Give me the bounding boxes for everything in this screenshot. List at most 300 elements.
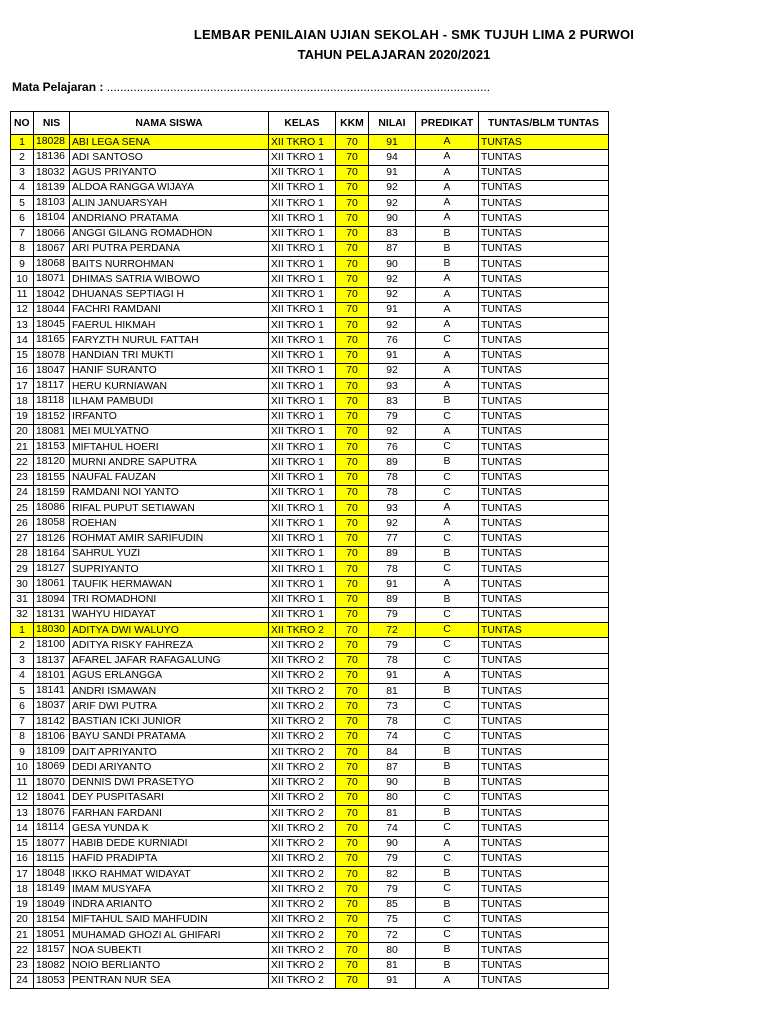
cell-kelas: XII TKRO 1 [269,531,336,546]
cell-kelas: XII TKRO 2 [269,973,336,988]
cell-nis: 18115 [34,851,70,866]
cell-kelas: XII TKRO 1 [269,241,336,256]
cell-student-name: BAITS NURROHMAN [70,257,269,272]
cell-nis: 18142 [34,714,70,729]
cell-student-name: HABIB DEDE KURNIADI [70,836,269,851]
table-row [11,745,609,760]
cell-kkm: 70 [336,699,369,714]
cell-student-name: PENTRAN NUR SEA [70,973,269,988]
cell-kkm: 70 [336,272,369,287]
cell-no: 20 [11,912,34,927]
cell-student-name: ADITYA DWI WALUYO [70,623,269,638]
cell-predikat: A [416,501,479,516]
cell-student-name: BAYU SANDI PRATAMA [70,729,269,744]
cell-predikat: B [416,806,479,821]
cell-status: TUNTAS [479,348,609,363]
cell-no: 16 [11,363,34,378]
cell-student-name: ARIF DWI PUTRA [70,699,269,714]
table-row [11,394,609,409]
cell-predikat: C [416,333,479,348]
cell-predikat: C [416,912,479,927]
cell-kkm: 70 [336,958,369,973]
cell-predikat: B [416,897,479,912]
cell-nilai: 92 [369,272,416,287]
cell-nilai: 78 [369,714,416,729]
table-row [11,577,609,592]
cell-predikat: B [416,775,479,790]
cell-kkm: 70 [336,180,369,195]
table-row [11,409,609,424]
cell-kelas: XII TKRO 2 [269,714,336,729]
table-row [11,257,609,272]
cell-status: TUNTAS [479,928,609,943]
cell-predikat: C [416,729,479,744]
cell-nilai: 91 [369,135,416,150]
cell-kkm: 70 [336,577,369,592]
cell-student-name: TAUFIK HERMAWAN [70,577,269,592]
cell-no: 17 [11,379,34,394]
cell-kkm: 70 [336,348,369,363]
cell-student-name: MEI MULYATNO [70,424,269,439]
cell-student-name: NAUFAL FAUZAN [70,470,269,485]
cell-kelas: XII TKRO 1 [269,287,336,302]
table-row [11,760,609,775]
cell-status: TUNTAS [479,775,609,790]
cell-kelas: XII TKRO 2 [269,638,336,653]
cell-kelas: XII TKRO 2 [269,623,336,638]
cell-status: TUNTAS [479,409,609,424]
cell-status: TUNTAS [479,516,609,531]
cell-no: 10 [11,760,34,775]
cell-predikat: B [416,867,479,882]
cell-kelas: XII TKRO 1 [269,196,336,211]
cell-nis: 18051 [34,928,70,943]
cell-kelas: XII TKRO 1 [269,501,336,516]
cell-kkm: 70 [336,653,369,668]
subject-label: Mata Pelajaran : [12,80,104,94]
cell-nis: 18137 [34,653,70,668]
table-row [11,424,609,439]
cell-no: 13 [11,806,34,821]
cell-nis: 18159 [34,485,70,500]
cell-student-name: IRFANTO [70,409,269,424]
cell-nilai: 79 [369,638,416,653]
cell-student-name: ANGGI GILANG ROMADHON [70,226,269,241]
cell-no: 8 [11,729,34,744]
cell-kelas: XII TKRO 1 [269,470,336,485]
cell-status: TUNTAS [479,714,609,729]
cell-predikat: A [416,135,479,150]
cell-predikat: B [416,394,479,409]
cell-nilai: 76 [369,440,416,455]
cell-nis: 18082 [34,958,70,973]
table-row [11,363,609,378]
cell-predikat: C [416,699,479,714]
table-row [11,379,609,394]
cell-nilai: 91 [369,348,416,363]
cell-no: 15 [11,836,34,851]
cell-kelas: XII TKRO 1 [269,562,336,577]
cell-status: TUNTAS [479,150,609,165]
cell-kkm: 70 [336,745,369,760]
cell-kkm: 70 [336,211,369,226]
cell-nilai: 91 [369,668,416,683]
cell-status: TUNTAS [479,882,609,897]
cell-predikat: B [416,760,479,775]
cell-kkm: 70 [336,516,369,531]
cell-kelas: XII TKRO 2 [269,790,336,805]
cell-kkm: 70 [336,470,369,485]
cell-kkm: 70 [336,943,369,958]
cell-kelas: XII TKRO 2 [269,729,336,744]
cell-nilai: 85 [369,897,416,912]
cell-kkm: 70 [336,714,369,729]
cell-kkm: 70 [336,668,369,683]
cell-status: TUNTAS [479,958,609,973]
cell-nilai: 78 [369,653,416,668]
cell-kelas: XII TKRO 1 [269,363,336,378]
cell-kkm: 70 [336,196,369,211]
cell-nis: 18067 [34,241,70,256]
table-body [11,135,609,989]
cell-student-name: TRI ROMADHONI [70,592,269,607]
cell-no: 4 [11,180,34,195]
cell-predikat: B [416,958,479,973]
cell-kkm: 70 [336,485,369,500]
cell-kelas: XII TKRO 1 [269,394,336,409]
cell-kkm: 70 [336,607,369,622]
cell-nilai: 89 [369,455,416,470]
cell-status: TUNTAS [479,165,609,180]
cell-kkm: 70 [336,897,369,912]
cell-student-name: MIFTAHUL HOERI [70,440,269,455]
cell-student-name: DHIMAS SATRIA WIBOWO [70,272,269,287]
cell-status: TUNTAS [479,668,609,683]
table-row [11,958,609,973]
cell-predikat: C [416,928,479,943]
cell-nilai: 87 [369,760,416,775]
cell-nilai: 92 [369,180,416,195]
cell-status: TUNTAS [479,684,609,699]
table-row [11,546,609,561]
cell-kelas: XII TKRO 1 [269,257,336,272]
cell-no: 21 [11,440,34,455]
table-row [11,318,609,333]
grades-table [10,111,609,989]
cell-no: 2 [11,150,34,165]
cell-nis: 18149 [34,882,70,897]
cell-no: 14 [11,821,34,836]
cell-nis: 18100 [34,638,70,653]
cell-predikat: C [416,562,479,577]
cell-kelas: XII TKRO 1 [269,577,336,592]
cell-nilai: 90 [369,836,416,851]
cell-predikat: A [416,272,479,287]
cell-student-name: MUHAMAD GHOZI AL GHIFARI [70,928,269,943]
cell-student-name: RIFAL PUPUT SETIAWAN [70,501,269,516]
cell-student-name: WAHYU HIDAYAT [70,607,269,622]
cell-student-name: SUPRIYANTO [70,562,269,577]
column-header-kkm: KKM [336,112,369,135]
cell-student-name: HERU KURNIAWAN [70,379,269,394]
cell-student-name: DAIT APRIYANTO [70,745,269,760]
cell-nilai: 81 [369,684,416,699]
cell-nis: 18042 [34,287,70,302]
cell-nis: 18086 [34,501,70,516]
cell-student-name: NOA SUBEKTI [70,943,269,958]
cell-nis: 18131 [34,607,70,622]
cell-predikat: A [416,973,479,988]
cell-no: 6 [11,699,34,714]
cell-predikat: A [416,180,479,195]
cell-kelas: XII TKRO 1 [269,333,336,348]
cell-no: 12 [11,790,34,805]
cell-student-name: DEDI ARIYANTO [70,760,269,775]
cell-no: 2 [11,638,34,653]
cell-no: 3 [11,653,34,668]
cell-kelas: XII TKRO 1 [269,424,336,439]
cell-status: TUNTAS [479,623,609,638]
cell-student-name: MIFTAHUL SAID MAHFUDIN [70,912,269,927]
cell-nis: 18076 [34,806,70,821]
cell-nis: 18081 [34,424,70,439]
table-row [11,775,609,790]
cell-student-name: FACHRI RAMDANI [70,302,269,317]
cell-no: 24 [11,973,34,988]
cell-nis: 18120 [34,455,70,470]
column-header-kelas: KELAS [269,112,336,135]
cell-status: TUNTAS [479,806,609,821]
cell-nilai: 89 [369,592,416,607]
cell-status: TUNTAS [479,318,609,333]
cell-no: 22 [11,943,34,958]
cell-status: TUNTAS [479,501,609,516]
cell-kkm: 70 [336,760,369,775]
cell-predikat: A [416,836,479,851]
cell-nis: 18045 [34,318,70,333]
cell-student-name: ANDRI ISMAWAN [70,684,269,699]
table-row [11,897,609,912]
cell-nilai: 81 [369,806,416,821]
subject-value: ................................................................................................................... [106,80,491,94]
cell-nilai: 92 [369,196,416,211]
cell-nilai: 91 [369,302,416,317]
cell-status: TUNTAS [479,424,609,439]
cell-student-name: ADITYA RISKY FAHREZA [70,638,269,653]
table-row [11,211,609,226]
cell-kelas: XII TKRO 2 [269,851,336,866]
cell-status: TUNTAS [479,760,609,775]
cell-kelas: XII TKRO 2 [269,821,336,836]
cell-student-name: INDRA ARIANTO [70,897,269,912]
cell-no: 13 [11,318,34,333]
cell-predikat: C [416,638,479,653]
cell-predikat: A [416,577,479,592]
cell-predikat: A [416,150,479,165]
column-header-nilai: NILAI [369,112,416,135]
table-row [11,562,609,577]
column-header-nis: NIS [34,112,70,135]
cell-kkm: 70 [336,592,369,607]
cell-nis: 18094 [34,592,70,607]
cell-kelas: XII TKRO 1 [269,379,336,394]
table-row [11,882,609,897]
table-row [11,165,609,180]
cell-kkm: 70 [336,912,369,927]
cell-nilai: 78 [369,485,416,500]
cell-status: TUNTAS [479,241,609,256]
table-header-row [11,112,609,135]
cell-kkm: 70 [336,729,369,744]
cell-student-name: ANDRIANO PRATAMA [70,211,269,226]
cell-kelas: XII TKRO 2 [269,668,336,683]
cell-kkm: 70 [336,775,369,790]
cell-nis: 18077 [34,836,70,851]
cell-kelas: XII TKRO 1 [269,302,336,317]
cell-predikat: C [416,653,479,668]
column-header-status: TUNTAS/BLM TUNTAS [479,112,609,135]
cell-predikat: C [416,623,479,638]
cell-student-name: IKKO RAHMAT WIDAYAT [70,867,269,882]
cell-nilai: 90 [369,775,416,790]
cell-kkm: 70 [336,684,369,699]
cell-kelas: XII TKRO 2 [269,943,336,958]
cell-status: TUNTAS [479,821,609,836]
cell-nilai: 94 [369,150,416,165]
cell-student-name: FAERUL HIKMAH [70,318,269,333]
cell-kelas: XII TKRO 1 [269,546,336,561]
cell-student-name: HAFID PRADIPTA [70,851,269,866]
cell-student-name: ABI LEGA SENA [70,135,269,150]
cell-kkm: 70 [336,821,369,836]
table-row [11,455,609,470]
cell-nilai: 72 [369,928,416,943]
cell-student-name: ROHMAT AMIR SARIFUDIN [70,531,269,546]
cell-predikat: A [416,287,479,302]
cell-nis: 18048 [34,867,70,882]
cell-nis: 18154 [34,912,70,927]
cell-student-name: DENNIS DWI PRASETYO [70,775,269,790]
cell-no: 9 [11,257,34,272]
cell-status: TUNTAS [479,257,609,272]
cell-status: TUNTAS [479,379,609,394]
cell-no: 21 [11,928,34,943]
cell-student-name: AFAREL JAFAR RAFAGALUNG [70,653,269,668]
cell-kelas: XII TKRO 1 [269,485,336,500]
table-row [11,501,609,516]
cell-nis: 18047 [34,363,70,378]
cell-no: 11 [11,287,34,302]
cell-status: TUNTAS [479,592,609,607]
cell-status: TUNTAS [479,897,609,912]
table-row [11,790,609,805]
cell-nis: 18066 [34,226,70,241]
cell-kkm: 70 [336,394,369,409]
cell-predikat: B [416,241,479,256]
cell-nilai: 90 [369,257,416,272]
cell-kelas: XII TKRO 2 [269,806,336,821]
cell-kkm: 70 [336,851,369,866]
cell-kelas: XII TKRO 2 [269,897,336,912]
cell-nilai: 92 [369,363,416,378]
cell-kelas: XII TKRO 1 [269,135,336,150]
cell-status: TUNTAS [479,211,609,226]
cell-no: 16 [11,851,34,866]
cell-status: TUNTAS [479,363,609,378]
cell-student-name: FARYZTH NURUL FATTAH [70,333,269,348]
cell-kkm: 70 [336,546,369,561]
table-row [11,333,609,348]
cell-nis: 18053 [34,973,70,988]
cell-student-name: ARI PUTRA PERDANA [70,241,269,256]
cell-kelas: XII TKRO 1 [269,592,336,607]
cell-kkm: 70 [336,806,369,821]
cell-student-name: ALDOA RANGGA WIJAYA [70,180,269,195]
cell-nis: 18164 [34,546,70,561]
cell-kelas: XII TKRO 2 [269,745,336,760]
cell-nilai: 83 [369,226,416,241]
table-row [11,821,609,836]
cell-predikat: C [416,607,479,622]
cell-status: TUNTAS [479,638,609,653]
cell-status: TUNTAS [479,226,609,241]
table-row [11,668,609,683]
cell-nis: 18037 [34,699,70,714]
cell-student-name: NOIO BERLIANTO [70,958,269,973]
cell-status: TUNTAS [479,531,609,546]
cell-nis: 18155 [34,470,70,485]
cell-status: TUNTAS [479,867,609,882]
cell-student-name: ROEHAN [70,516,269,531]
cell-kelas: XII TKRO 2 [269,653,336,668]
cell-predikat: B [416,745,479,760]
cell-student-name: AGUS PRIYANTO [70,165,269,180]
cell-kkm: 70 [336,379,369,394]
cell-kkm: 70 [336,531,369,546]
cell-nilai: 87 [369,241,416,256]
cell-kkm: 70 [336,455,369,470]
cell-kkm: 70 [336,882,369,897]
cell-predikat: C [416,440,479,455]
table-row [11,531,609,546]
cell-predikat: A [416,424,479,439]
cell-predikat: C [416,714,479,729]
cell-status: TUNTAS [479,440,609,455]
table-row [11,806,609,821]
cell-nilai: 82 [369,867,416,882]
table-row [11,226,609,241]
cell-predikat: A [416,516,479,531]
cell-nis: 18044 [34,302,70,317]
cell-nis: 18114 [34,821,70,836]
cell-no: 6 [11,211,34,226]
table-row [11,516,609,531]
cell-nis: 18152 [34,409,70,424]
cell-status: TUNTAS [479,745,609,760]
cell-nis: 18070 [34,775,70,790]
cell-student-name: RAMDANI NOI YANTO [70,485,269,500]
cell-status: TUNTAS [479,699,609,714]
cell-nilai: 79 [369,409,416,424]
cell-kelas: XII TKRO 2 [269,684,336,699]
cell-no: 14 [11,333,34,348]
cell-student-name: DHUANAS SEPTIAGI H [70,287,269,302]
cell-nis: 18104 [34,211,70,226]
cell-kelas: XII TKRO 1 [269,165,336,180]
cell-no: 9 [11,745,34,760]
column-header-name: NAMA SISWA [70,112,269,135]
cell-status: TUNTAS [479,333,609,348]
